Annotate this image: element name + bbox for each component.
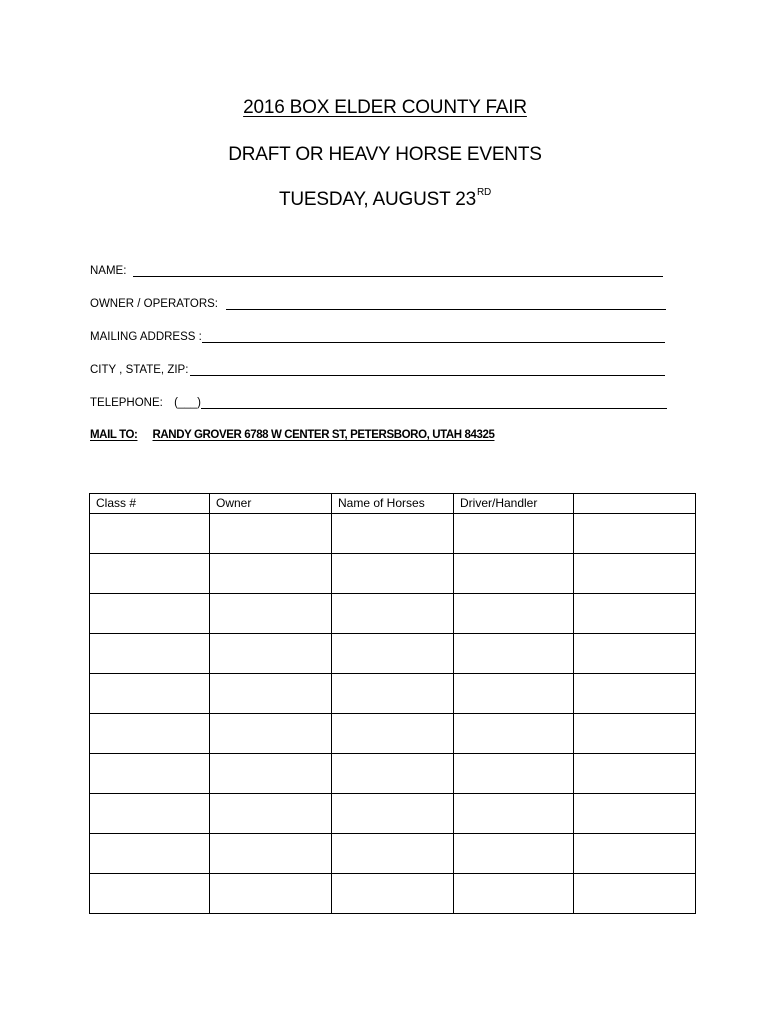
table-cell[interactable] xyxy=(90,674,210,714)
event-date-suffix: RD xyxy=(477,187,492,198)
table-cell[interactable] xyxy=(210,834,332,874)
table-cell[interactable] xyxy=(210,554,332,594)
col-header-owner: Owner xyxy=(210,494,332,514)
table-cell[interactable] xyxy=(210,514,332,554)
table-cell[interactable] xyxy=(90,874,210,914)
table-cell[interactable] xyxy=(454,794,574,834)
table-cell[interactable] xyxy=(454,634,574,674)
table-row xyxy=(90,594,696,634)
table-cell[interactable] xyxy=(332,874,454,914)
table-cell[interactable] xyxy=(574,874,696,914)
telephone-area-code[interactable]: (___) xyxy=(174,397,201,409)
event-date xyxy=(0,189,770,211)
table-cell[interactable] xyxy=(332,674,454,714)
telephone-label: TELEPHONE: xyxy=(90,397,163,409)
table-cell[interactable] xyxy=(332,554,454,594)
entry-table-body xyxy=(90,514,696,914)
table-cell[interactable] xyxy=(454,834,574,874)
table-cell[interactable] xyxy=(90,554,210,594)
mailing-address-line[interactable] xyxy=(202,342,665,343)
table-row xyxy=(90,634,696,674)
table-cell[interactable] xyxy=(574,714,696,754)
col-header-blank xyxy=(574,494,696,514)
table-cell[interactable] xyxy=(90,714,210,754)
table-cell[interactable] xyxy=(574,594,696,634)
event-subtitle: DRAFT OR HEAVY HORSE EVENTS xyxy=(228,144,542,165)
table-cell[interactable] xyxy=(210,674,332,714)
table-cell[interactable] xyxy=(332,634,454,674)
mail-to-address: RANDY GROVER 6788 W CENTER ST, PETERSBORO, UTAH 84325 xyxy=(152,429,495,441)
name-field[interactable] xyxy=(90,263,126,279)
owner-operators-label: OWNER / OPERATORS: xyxy=(90,298,219,310)
table-cell[interactable] xyxy=(332,794,454,834)
table-cell[interactable] xyxy=(90,754,210,794)
table-cell[interactable] xyxy=(574,834,696,874)
table-cell[interactable] xyxy=(574,754,696,794)
table-row xyxy=(90,714,696,754)
mailing-address-label: MAILING ADDRESS : xyxy=(90,331,202,343)
table-cell[interactable] xyxy=(210,594,332,634)
mail-to xyxy=(90,429,494,441)
owner-operators-line[interactable] xyxy=(226,309,666,310)
table-header-row xyxy=(90,494,696,514)
table-row xyxy=(90,874,696,914)
col-header-driver: Driver/Handler xyxy=(454,494,574,514)
table-cell[interactable] xyxy=(574,674,696,714)
table-cell[interactable] xyxy=(332,834,454,874)
table-cell[interactable] xyxy=(90,594,210,634)
table-row xyxy=(90,834,696,874)
table-cell[interactable] xyxy=(454,514,574,554)
table-cell[interactable] xyxy=(90,834,210,874)
col-header-horses: Name of Horses xyxy=(332,494,454,514)
city-state-zip-label: CITY , STATE, ZIP: xyxy=(90,364,189,376)
table-row xyxy=(90,674,696,714)
table-cell[interactable] xyxy=(454,754,574,794)
table-cell[interactable] xyxy=(332,514,454,554)
table-cell[interactable] xyxy=(454,554,574,594)
table-cell[interactable] xyxy=(210,634,332,674)
table-row xyxy=(90,794,696,834)
table-cell[interactable] xyxy=(210,794,332,834)
table-cell[interactable] xyxy=(574,554,696,594)
mail-to-label: MAIL TO: xyxy=(90,429,138,441)
mailing-address-field[interactable] xyxy=(90,329,202,345)
table-cell[interactable] xyxy=(574,514,696,554)
event-date-text: TUESDAY, AUGUST 23 xyxy=(278,189,476,210)
table-cell[interactable] xyxy=(454,874,574,914)
table-row xyxy=(90,514,696,554)
table-row xyxy=(90,754,696,794)
fair-title-text: 2016 BOX ELDER COUNTY FAIR xyxy=(243,97,527,118)
telephone-line[interactable] xyxy=(201,408,667,409)
owner-operators-field[interactable] xyxy=(90,296,218,312)
table-cell[interactable] xyxy=(332,594,454,634)
table-cell[interactable] xyxy=(332,754,454,794)
table-cell[interactable] xyxy=(574,794,696,834)
entry-table xyxy=(89,493,696,914)
table-cell[interactable] xyxy=(454,714,574,754)
table-cell[interactable] xyxy=(454,594,574,634)
table-cell[interactable] xyxy=(90,794,210,834)
table-row xyxy=(90,554,696,594)
city-state-zip-field[interactable] xyxy=(90,362,188,378)
fair-title xyxy=(0,97,770,119)
name-label: NAME: xyxy=(90,265,127,277)
table-cell[interactable] xyxy=(332,714,454,754)
telephone-field[interactable] xyxy=(90,395,201,411)
table-cell[interactable] xyxy=(90,514,210,554)
table-cell[interactable] xyxy=(210,754,332,794)
name-line[interactable] xyxy=(133,276,663,277)
table-cell[interactable] xyxy=(210,714,332,754)
city-state-zip-line[interactable] xyxy=(190,375,665,376)
table-cell[interactable] xyxy=(90,634,210,674)
col-header-class: Class # xyxy=(90,494,210,514)
table-cell[interactable] xyxy=(574,634,696,674)
table-cell[interactable] xyxy=(210,874,332,914)
table-cell[interactable] xyxy=(454,674,574,714)
